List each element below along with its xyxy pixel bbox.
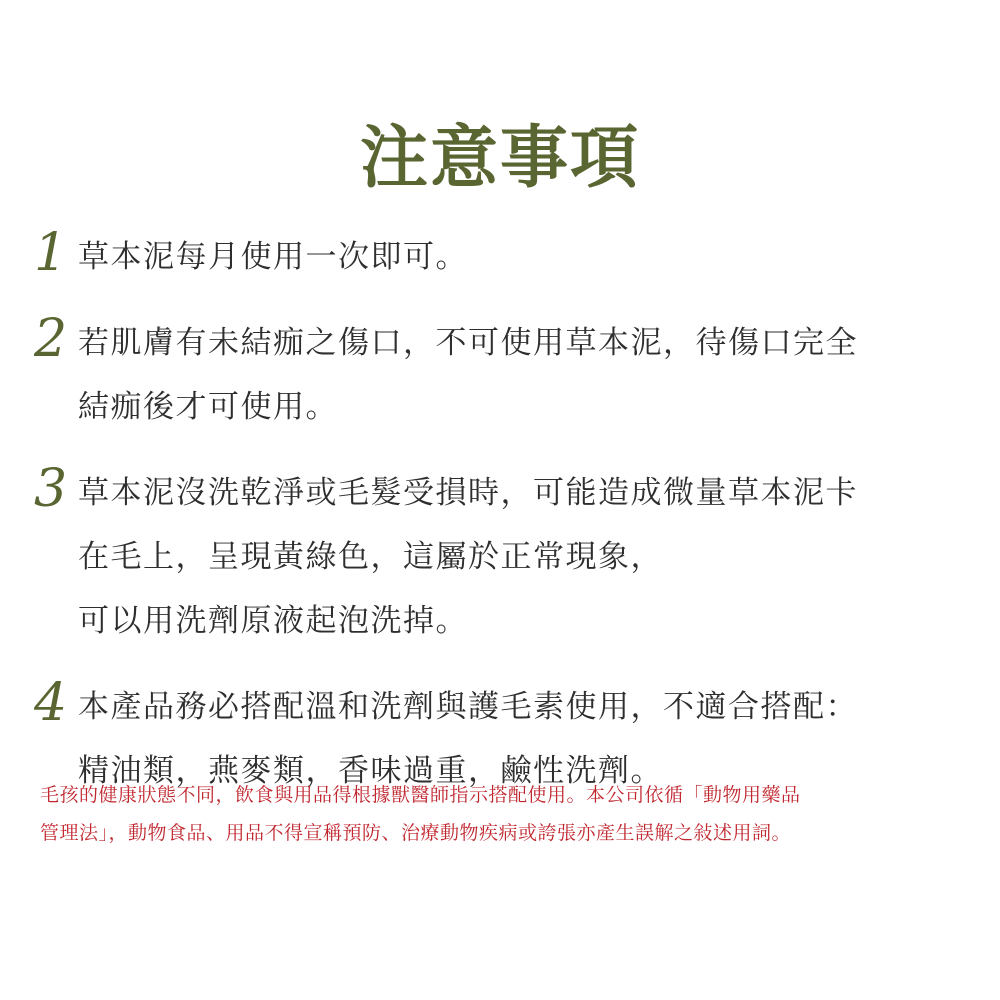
note-line: 若肌膚有未結痂之傷口，不可使用草本泥，待傷口完全 (78, 325, 858, 361)
legal-disclaimer (40, 776, 970, 852)
note-line: 草本泥沒洗乾淨或毛髮受損時，可能造成微量草本泥卡 (78, 475, 858, 511)
note-item-2 (34, 311, 964, 439)
note-item-3 (34, 461, 964, 653)
note-line: 在毛上，呈現黃綠色，這屬於正常現象， (78, 539, 663, 575)
note-text (78, 311, 964, 439)
note-number: 3 (34, 459, 68, 519)
note-line: 結痂後才可使用。 (78, 389, 338, 425)
notes-list (34, 225, 964, 803)
note-number: 2 (34, 309, 68, 369)
note-text (78, 461, 964, 653)
note-line: 精油類，燕麥類，香味過重，鹼性洗劑。 (78, 753, 663, 789)
disclaimer-line: 管理法」，動物食品、用品不得宣稱預防、治療動物疾病或誇張亦產生誤解之敍述用詞。 (40, 822, 792, 844)
note-line: 草本泥每月使用一次即可。 (78, 239, 468, 275)
note-item-1 (34, 225, 964, 289)
note-line: 可以用洗劑原液起泡洗掉。 (78, 603, 468, 639)
disclaimer-line: 毛孩的健康狀態不同，飲食與用品得根據獸醫師指示搭配使用。本公司依循「動物用藥品 (40, 784, 801, 806)
note-number: 1 (34, 223, 68, 283)
note-text (78, 225, 964, 289)
note-line: 本產品務必搭配溫和洗劑與護毛素使用，不適合搭配： (78, 689, 858, 725)
page-title: 注意事項 (359, 118, 640, 198)
note-number: 4 (34, 673, 68, 733)
